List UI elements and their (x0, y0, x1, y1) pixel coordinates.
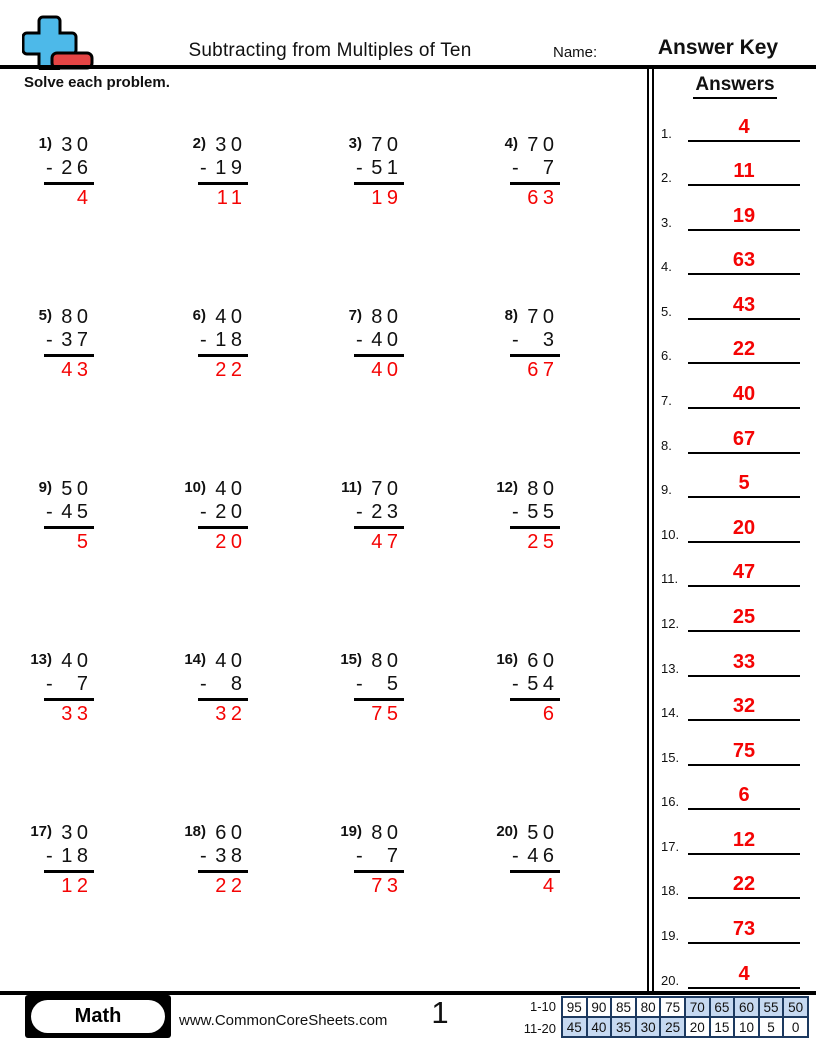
problem-number: 16) (496, 651, 518, 668)
minuend: 70 (527, 134, 559, 156)
subtrahend: 26 (61, 157, 93, 179)
page-number: 1 (431, 995, 449, 1030)
subtrahend: 55 (527, 501, 559, 523)
problem (26, 822, 93, 898)
problem-column (46, 478, 93, 554)
problem-answer: 6 (542, 703, 559, 725)
problem (492, 478, 559, 554)
subtrahend-row (356, 157, 403, 180)
minuend: 40 (215, 478, 247, 500)
grade-cell: 90 (586, 996, 613, 1018)
answer-value: 32 (688, 694, 800, 721)
page-title: Subtracting from Multiples of Ten (188, 40, 472, 61)
subtrahend: 18 (215, 329, 247, 351)
answer-number: 6. (661, 348, 672, 364)
problem-column (46, 650, 93, 726)
header-divider (0, 65, 816, 69)
equals-line (354, 182, 404, 185)
equals-line (198, 182, 248, 185)
grade-cell: 60 (733, 996, 760, 1018)
subtrahend: 19 (215, 157, 247, 179)
grade-cell: 50 (782, 996, 809, 1018)
grade-range-label: 11-20 (523, 1021, 556, 1036)
problem-answer: 32 (215, 703, 247, 725)
equals-line (44, 354, 94, 357)
answer-item (653, 142, 816, 187)
answer-item (653, 543, 816, 588)
minus-sign: - (200, 673, 207, 695)
problem-column (356, 822, 403, 898)
problem-column (356, 478, 403, 554)
subtrahend-row (46, 845, 93, 868)
answer-item (653, 320, 816, 365)
problem-answer: 33 (61, 703, 93, 725)
equals-line (354, 870, 404, 873)
minus-sign: - (356, 329, 363, 351)
answer-item (653, 498, 816, 543)
problem-number: 10) (184, 479, 206, 496)
subtrahend: 38 (215, 845, 247, 867)
problem-number: 11) (341, 479, 362, 496)
problem-column (200, 134, 247, 210)
problem-number: 2) (192, 135, 206, 152)
subtrahend-row (46, 501, 93, 524)
problem-answer: 5 (76, 531, 93, 553)
grade-row (517, 996, 809, 1018)
problem-column (356, 306, 403, 382)
minuend: 60 (215, 822, 247, 844)
problem-answer: 20 (215, 531, 247, 553)
problem-answer: 40 (371, 359, 403, 381)
grade-cell: 80 (635, 996, 662, 1018)
minus-sign: - (356, 673, 363, 695)
problem-column (200, 306, 247, 382)
minus-sign: - (512, 673, 519, 695)
problem-answer: 4 (542, 875, 559, 897)
problem (180, 822, 247, 898)
minus-sign: - (46, 329, 53, 351)
equals-line (44, 698, 94, 701)
answer-value: 75 (688, 739, 800, 766)
subtrahend-row (46, 329, 93, 352)
answer-number: 13. (661, 660, 680, 676)
minuend: 40 (215, 306, 247, 328)
answer-value: 33 (688, 650, 800, 677)
grade-cell: 95 (561, 996, 588, 1018)
grade-cell: 20 (684, 1016, 711, 1038)
answer-value: 63 (688, 248, 800, 275)
equals-line (44, 526, 94, 529)
subtrahend-row (200, 501, 247, 524)
equals-line (198, 870, 248, 873)
subject-badge (25, 995, 171, 1038)
name-value-answer-key: Answer Key (657, 36, 779, 59)
grade-cell: 85 (610, 996, 637, 1018)
answer-number: 3. (661, 214, 672, 230)
grade-cell: 45 (561, 1016, 588, 1038)
answer-value: 19 (688, 204, 800, 231)
equals-line (510, 698, 560, 701)
subtrahend-row (46, 157, 93, 180)
minuend: 30 (61, 134, 93, 156)
subtrahend: 46 (527, 845, 559, 867)
problem-answer: 25 (527, 531, 559, 553)
minuend: 50 (527, 822, 559, 844)
subtrahend-row (512, 845, 559, 868)
problem-answer: 12 (61, 875, 93, 897)
answer-number: 4. (661, 259, 672, 275)
answer-number: 17. (661, 838, 680, 854)
problem (180, 306, 247, 382)
answer-item (653, 587, 816, 632)
minuend: 40 (215, 650, 247, 672)
problem-number: 8) (504, 307, 518, 324)
problem (26, 134, 93, 210)
problem-answer: 47 (371, 531, 403, 553)
problem-number: 12) (496, 479, 518, 496)
problem-number: 7) (348, 307, 362, 324)
problem (336, 134, 403, 210)
subtrahend: 37 (61, 329, 93, 351)
subtrahend-row (512, 157, 559, 180)
answer-item (653, 454, 816, 499)
problem-column (356, 650, 403, 726)
answer-item (653, 275, 816, 320)
problem-number: 19) (340, 823, 362, 840)
problem-number: 1) (38, 135, 52, 152)
subtrahend: 20 (215, 501, 247, 523)
subtrahend: 7 (386, 845, 403, 867)
answer-value: 25 (688, 605, 800, 632)
equals-line (198, 698, 248, 701)
answer-value: 6 (688, 783, 800, 810)
answer-number: 12. (661, 615, 680, 631)
grade-cell: 0 (782, 1016, 809, 1038)
answer-value: 47 (688, 560, 800, 587)
grade-cell: 40 (586, 1016, 613, 1038)
minus-sign: - (512, 157, 519, 179)
minus-sign: - (200, 329, 207, 351)
answer-item (653, 899, 816, 944)
equals-line (510, 870, 560, 873)
minus-sign: - (356, 845, 363, 867)
problem-column (46, 822, 93, 898)
subtrahend: 7 (76, 673, 93, 695)
minuend: 70 (371, 134, 403, 156)
equals-line (198, 354, 248, 357)
problem (180, 478, 247, 554)
subtrahend-row (512, 673, 559, 696)
problem-answer: 73 (371, 875, 403, 897)
subtrahend: 54 (527, 673, 559, 695)
answer-value: 22 (688, 337, 800, 364)
minuend: 50 (61, 478, 93, 500)
problem (26, 478, 93, 554)
minus-sign: - (46, 501, 53, 523)
answer-value: 22 (688, 872, 800, 899)
minuend: 80 (527, 478, 559, 500)
problem-number: 14) (184, 651, 206, 668)
subtrahend-row (512, 329, 559, 352)
problem (336, 306, 403, 382)
answer-number: 8. (661, 437, 672, 453)
answer-item (653, 721, 816, 766)
answer-number: 5. (661, 303, 672, 319)
grade-cell: 30 (635, 1016, 662, 1038)
answer-value: 5 (688, 471, 800, 498)
problem-answer: 19 (371, 187, 403, 209)
subtrahend: 8 (230, 673, 247, 695)
answer-value: 12 (688, 828, 800, 855)
minuend: 40 (61, 650, 93, 672)
minus-sign: - (46, 845, 53, 867)
problem-number: 18) (184, 823, 206, 840)
problem-column (200, 650, 247, 726)
answer-number: 16. (661, 794, 680, 810)
problem-column (512, 650, 559, 726)
subtrahend-row (200, 157, 247, 180)
grade-cell: 5 (758, 1016, 785, 1038)
problem-column (512, 478, 559, 554)
problem (336, 822, 403, 898)
problem (180, 134, 247, 210)
website-url: www.CommonCoreSheets.com (179, 1012, 388, 1029)
answer-number: 10. (661, 526, 680, 542)
problem-answer: 63 (527, 187, 559, 209)
problem-column (356, 134, 403, 210)
answer-number: 14. (661, 705, 680, 721)
answer-item (653, 677, 816, 722)
problem-number: 17) (30, 823, 52, 840)
minuend: 60 (527, 650, 559, 672)
answer-item (653, 855, 816, 900)
problem-answer: 75 (371, 703, 403, 725)
answer-number: 7. (661, 393, 672, 409)
problem-column (512, 134, 559, 210)
problem (492, 134, 559, 210)
grade-cell: 15 (709, 1016, 736, 1038)
minuend: 80 (371, 822, 403, 844)
subtrahend: 40 (371, 329, 403, 351)
subtrahend: 7 (542, 157, 559, 179)
minus-sign: - (356, 157, 363, 179)
minus-sign: - (200, 157, 207, 179)
answer-item (653, 231, 816, 276)
problem (26, 306, 93, 382)
equals-line (44, 182, 94, 185)
problem (180, 650, 247, 726)
subtrahend: 45 (61, 501, 93, 523)
subject-badge-label: Math (31, 1000, 165, 1033)
problem-column (512, 306, 559, 382)
grade-cell: 25 (659, 1016, 686, 1038)
equals-line (198, 526, 248, 529)
minuend: 80 (371, 306, 403, 328)
problem (336, 650, 403, 726)
subtrahend: 23 (371, 501, 403, 523)
problem-column (46, 306, 93, 382)
answer-item (653, 810, 816, 855)
answer-number: 9. (661, 482, 672, 498)
equals-line (510, 354, 560, 357)
minus-sign: - (200, 845, 207, 867)
instructions-text: Solve each problem. (24, 74, 170, 91)
subtrahend-row (356, 845, 403, 868)
answer-item (653, 944, 816, 989)
problem-number: 9) (38, 479, 52, 496)
minuend: 70 (527, 306, 559, 328)
answer-number: 2. (661, 170, 672, 186)
answer-item (653, 97, 816, 142)
grade-cell: 10 (733, 1016, 760, 1038)
problem-answer: 11 (216, 187, 247, 209)
minuend: 80 (61, 306, 93, 328)
problem (26, 650, 93, 726)
minus-sign: - (512, 329, 519, 351)
answer-number: 18. (661, 883, 680, 899)
subtrahend-row (356, 329, 403, 352)
minus-sign: - (46, 673, 53, 695)
problem (492, 822, 559, 898)
problem-answer: 67 (527, 359, 559, 381)
problem-answer: 22 (215, 875, 247, 897)
problem-answer: 4 (76, 187, 93, 209)
equals-line (510, 526, 560, 529)
subtrahend: 5 (386, 673, 403, 695)
problem-number: 6) (192, 307, 206, 324)
equals-line (354, 354, 404, 357)
minus-sign: - (46, 157, 53, 179)
problem-column (46, 134, 93, 210)
subtrahend: 18 (61, 845, 93, 867)
minuend: 30 (215, 134, 247, 156)
problem-answer: 22 (215, 359, 247, 381)
name-label: Name: (553, 44, 598, 61)
subtrahend-row (200, 845, 247, 868)
answer-item (653, 364, 816, 409)
answer-number: 20. (661, 972, 680, 988)
grade-cell: 70 (684, 996, 711, 1018)
subtrahend-row (200, 329, 247, 352)
grade-cell: 35 (610, 1016, 637, 1038)
problem-number: 20) (496, 823, 518, 840)
subtrahend: 51 (371, 157, 403, 179)
answer-value: 20 (688, 516, 800, 543)
minus-sign: - (512, 501, 519, 523)
problem (492, 650, 559, 726)
subtrahend-row (200, 673, 247, 696)
subtrahend-row (46, 673, 93, 696)
subtrahend: 3 (542, 329, 559, 351)
subtrahend-row (356, 501, 403, 524)
grading-table (517, 996, 809, 1040)
problem-column (200, 822, 247, 898)
problem-column (200, 478, 247, 554)
grade-row (517, 1018, 809, 1040)
answer-item (653, 632, 816, 677)
answers-list (653, 97, 816, 989)
problem-number: 15) (340, 651, 362, 668)
problem-number: 4) (504, 135, 518, 152)
subtrahend-row (356, 673, 403, 696)
answer-item (653, 186, 816, 231)
answer-number: 11. (661, 571, 679, 587)
answer-value: 40 (688, 382, 800, 409)
grade-cell: 65 (709, 996, 736, 1018)
grade-cell: 55 (758, 996, 785, 1018)
answer-number: 1. (661, 125, 672, 141)
answer-value: 4 (688, 962, 800, 989)
problem-answer: 43 (61, 359, 93, 381)
answer-item (653, 766, 816, 811)
minus-sign: - (512, 845, 519, 867)
grade-range-label: 1-10 (529, 999, 556, 1014)
problem (336, 478, 403, 554)
subtrahend-row (512, 501, 559, 524)
minuend: 80 (371, 650, 403, 672)
answer-value: 73 (688, 917, 800, 944)
answers-panel-title: Answers (654, 74, 816, 99)
minuend: 30 (61, 822, 93, 844)
answer-number: 15. (661, 749, 680, 765)
answer-value: 67 (688, 427, 800, 454)
equals-line (510, 182, 560, 185)
answer-value: 11 (688, 159, 800, 186)
problem-column (512, 822, 559, 898)
minus-sign: - (356, 501, 363, 523)
problem (492, 306, 559, 382)
problem-number: 5) (38, 307, 52, 324)
answer-number: 19. (661, 927, 680, 943)
answer-item (653, 409, 816, 454)
minus-sign: - (200, 501, 207, 523)
grade-cell: 75 (659, 996, 686, 1018)
problem-number: 13) (30, 651, 52, 668)
answer-value: 4 (688, 115, 800, 142)
minuend: 70 (371, 478, 403, 500)
equals-line (44, 870, 94, 873)
equals-line (354, 698, 404, 701)
answer-value: 43 (688, 293, 800, 320)
problem-number: 3) (348, 135, 362, 152)
equals-line (354, 526, 404, 529)
